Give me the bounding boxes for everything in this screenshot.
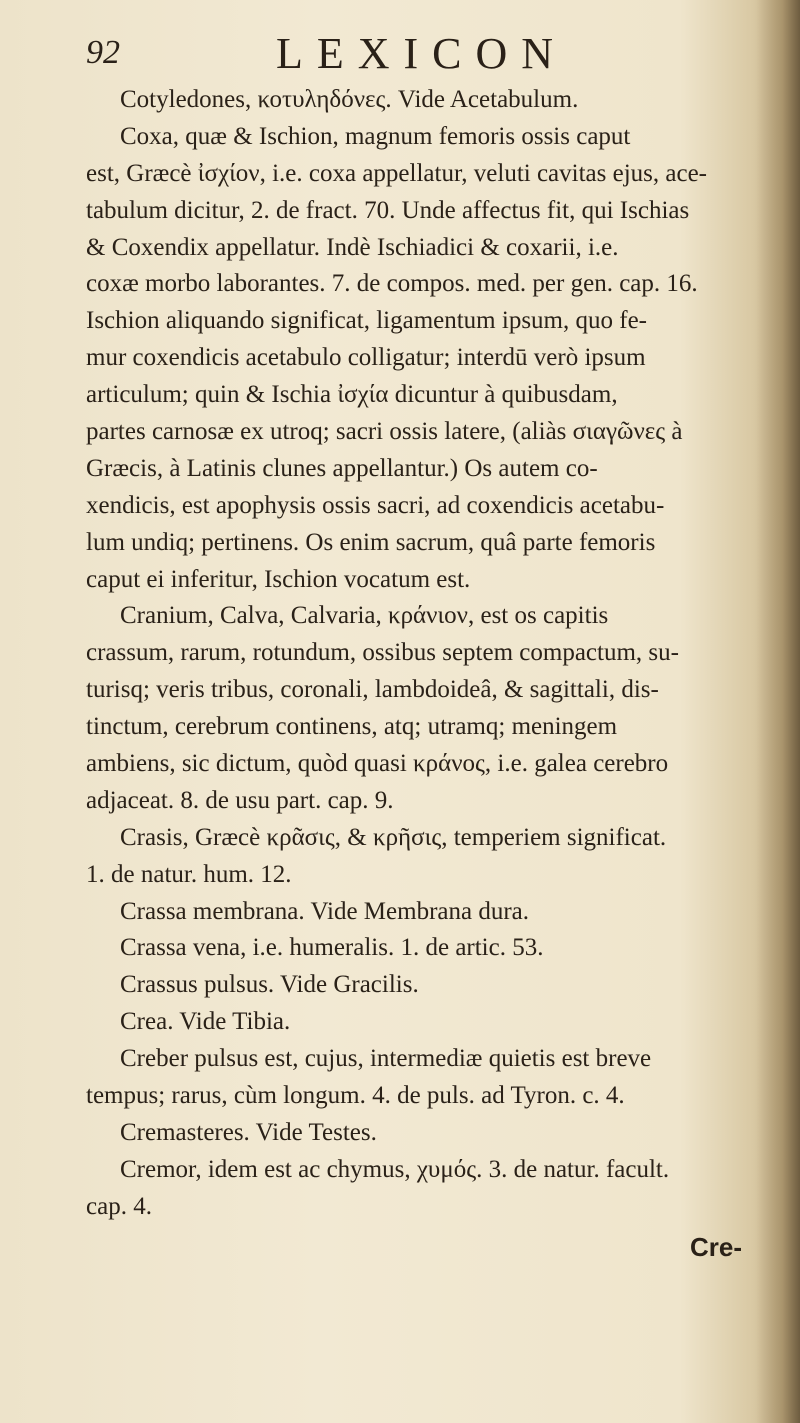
text-line: tempus; rarus, cùm longum. 4. de puls. ad Tyron. c. 4. xyxy=(86,1082,625,1110)
text-line: coxæ morbo laborantes. 7. de compos. med. per gen. cap. 16. xyxy=(86,270,698,298)
text-line: Cremor, idem est ac chymus, χυμός. 3. de natur. facult. xyxy=(120,1155,670,1183)
page-header xyxy=(86,28,766,84)
text-line: Crea. Vide Tibia. xyxy=(120,1008,291,1036)
text-line: mur coxendicis acetabulo colligatur; interdū verò ipsum xyxy=(86,344,646,372)
page-number: 92 xyxy=(86,34,120,71)
text-line: Græcis, à Latinis clunes appellantur.) Os autem co- xyxy=(86,454,598,482)
text-line: Ischion aliquando significat, ligamentum ipsum, quo fe- xyxy=(86,307,647,335)
text-line: adjaceat. 8. de usu part. cap. 9. xyxy=(86,786,394,814)
text-line: lum undiq; pertinens. Os enim sacrum, quâ parte femoris xyxy=(86,528,656,556)
text-line: & Coxendix appellatur. Indè Ischiadici & coxarii, i.e. xyxy=(86,233,619,261)
text-line: articulum; quin & Ischia ἰσχία dicuntur à quibusdam, xyxy=(86,381,618,409)
text-line: est, Græcè ἰσχίον, i.e. coxa appellatur, veluti cavitas ejus, ace- xyxy=(86,159,708,187)
text-line: 1. de natur. hum. 12. xyxy=(86,860,292,888)
text-line: Crasis, Græcè κρᾶσις, & κρῆσις, temperiem significat. xyxy=(120,823,667,851)
text-line: partes carnosæ ex utroq; sacri ossis latere, (aliàs σιαγῶνες à xyxy=(86,418,683,446)
text-line: Crassa membrana. Vide Membrana dura. xyxy=(120,897,530,925)
text-line: tinctum, cerebrum continens, atq; utramq; meningem xyxy=(86,713,618,741)
text-line: Coxa, quæ & Ischion, magnum femoris ossis caput xyxy=(120,122,631,150)
text-line: caput ei inferitur, Ischion vocatum est. xyxy=(86,565,471,593)
text-line: Cranium, Calva, Calvaria, κράνιον, est os capitis xyxy=(120,602,609,630)
text-line: Crassa vena, i.e. humeralis. 1. de artic. 53. xyxy=(120,934,544,962)
text-line: xendicis, est apophysis ossis sacri, ad coxendicis acetabu- xyxy=(86,491,665,519)
text-line: Crassus pulsus. Vide Gracilis. xyxy=(120,971,419,999)
running-head: LEXICON xyxy=(276,29,568,78)
text-line: crassum, rarum, rotundum, ossibus septem compactum, su- xyxy=(86,639,679,667)
body-text xyxy=(86,82,762,1226)
text-line: turisq; veris tribus, coronali, lambdoideâ, & sagittali, dis- xyxy=(86,676,659,704)
text-line: ambiens, sic dictum, quòd quasi κράνος, i.e. galea cerebro xyxy=(86,750,669,778)
page-binding-shadow xyxy=(756,0,800,1423)
text-line: Cremasteres. Vide Testes. xyxy=(120,1118,377,1146)
text-line: Creber pulsus est, cujus, intermediæ quietis est breve xyxy=(120,1045,652,1073)
catchword: Cre- xyxy=(690,1232,743,1262)
text-line: tabulum dicitur, 2. de fract. 70. Unde affectus fit, qui Ischias xyxy=(86,196,690,224)
text-line: cap. 4. xyxy=(86,1192,152,1220)
text-line: Cotyledones, κοτυληδόνες. Vide Acetabulum. xyxy=(120,86,579,113)
